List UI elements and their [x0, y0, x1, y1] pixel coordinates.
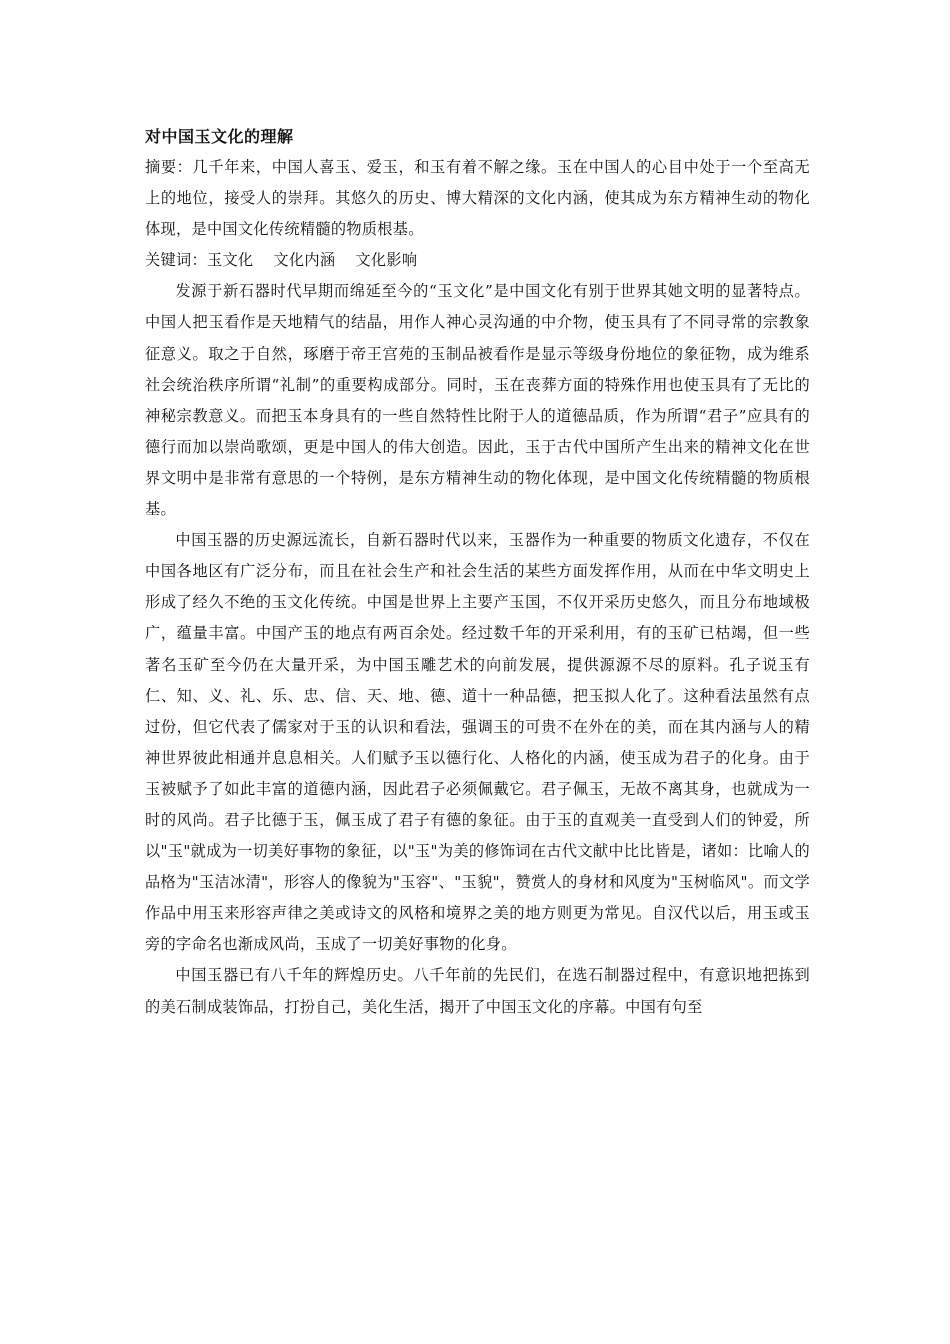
document-page [145, 122, 810, 1023]
abstract-paragraph: 摘要：几千年来，中国人喜玉、爱玉，和玉有着不解之缘。玉在中国人的心目中处于一个至高无上的地位，接受人的崇拜。其悠久的历史、博大精深的文化内涵，使其成为东方精神生动的物化体现，是中国文化传统精髓的物质根基。 [145, 158, 810, 239]
document-title: 对中国玉文化的理解 [145, 127, 294, 146]
keywords-label: 关键词： [145, 251, 207, 270]
body-paragraph: 发源于新石器时代早期而绵延至今的“玉文化”是中国文化有别于世界其她文明的显著特点。中国人把玉看作是天地精气的结晶，用作人神心灵沟通的中介物，使玉具有了不同寻常的宗教象征意义。取之于自然，琢磨于帝王宫苑的玉制品被看作是显示等级身份地位的象征物，成为维系社会统治秩序所谓“礼制”的重要构成部分。同时，玉在丧葬方面的特殊作用也使玉具有了无比的神秘宗教意义。而把玉本身具有的一些自然特性比附于人的道德品质，作为所谓“君子”应具有的德行而加以崇尚歌颂，更是中国人的伟大创造。因此，玉于古代中国所产生出来的精神文化在世界文明中是非常有意思的一个特例，是东方精神生动的物化体现，是中国文化传统精髓的物质根基。 [145, 282, 810, 519]
body-paragraph: 中国玉器的历史源远流长，自新石器时代以来，玉器作为一种重要的物质文化遗存，不仅在中国各地区有广泛分布，而且在社会生产和社会生活的某些方面发挥作用，从而在中华文明史上形成了经久不绝的玉文化传统。中国是世界上主要产玉国，不仅开采历史悠久，而且分布地域极广，蕴量丰富。中国产玉的地点有两百余处。经过数千年的开采利用，有的玉矿已枯竭，但一些著名玉矿至今仍在大量开采，为中国玉雕艺术的向前发展，提供源源不尽的原料。孔子说玉有仁、知、义、礼、乐、忠、信、天、地、德、道十一种品德，把玉拟人化了。这种看法虽然有点过份，但它代表了儒家对于玉的认识和看法，强调玉的可贵不在外在的美，而在其内涵与人的精神世界彼此相通并息息相关。人们赋予玉以德行化、人格化的内涵，使玉成为君子的化身。由于玉被赋予了如此丰富的道德内涵，因此君子必须佩戴它。君子佩玉，无故不离其身，也就成为一时的风尚。君子比德于玉，佩玉成了君子有德的象征。由于玉的直观美一直受到人们的钟爱，所以"玉"就成为一切美好事物的象征，以"玉"为美的修饰词在古代文献中比比皆是，诸如：比喻人的品格为"玉洁冰清"，形容人的像貌为"玉容"、"玉貌"，赞赏人的身材和风度为"玉树临风"。而文学作品中用玉来形容声律之美或诗文的风格和境界之美的地方则更为常见。自汉代以后，用玉或玉旁的字命名也渐成风尚，玉成了一切美好事物的化身。 [145, 531, 810, 954]
keywords-line [145, 245, 810, 276]
body-paragraph: 中国玉器已有八千年的辉煌历史。八千年前的先民们，在选石制器过程中，有意识地把拣到的美石制成装饰品，打扮自己，美化生活，揭开了中国玉文化的序幕。中国有句至 [145, 966, 810, 1016]
keyword-item: 文化影响 [355, 251, 418, 270]
keyword-item: 文化内涵 [273, 251, 336, 270]
keyword-item: 玉文化 [206, 251, 254, 270]
